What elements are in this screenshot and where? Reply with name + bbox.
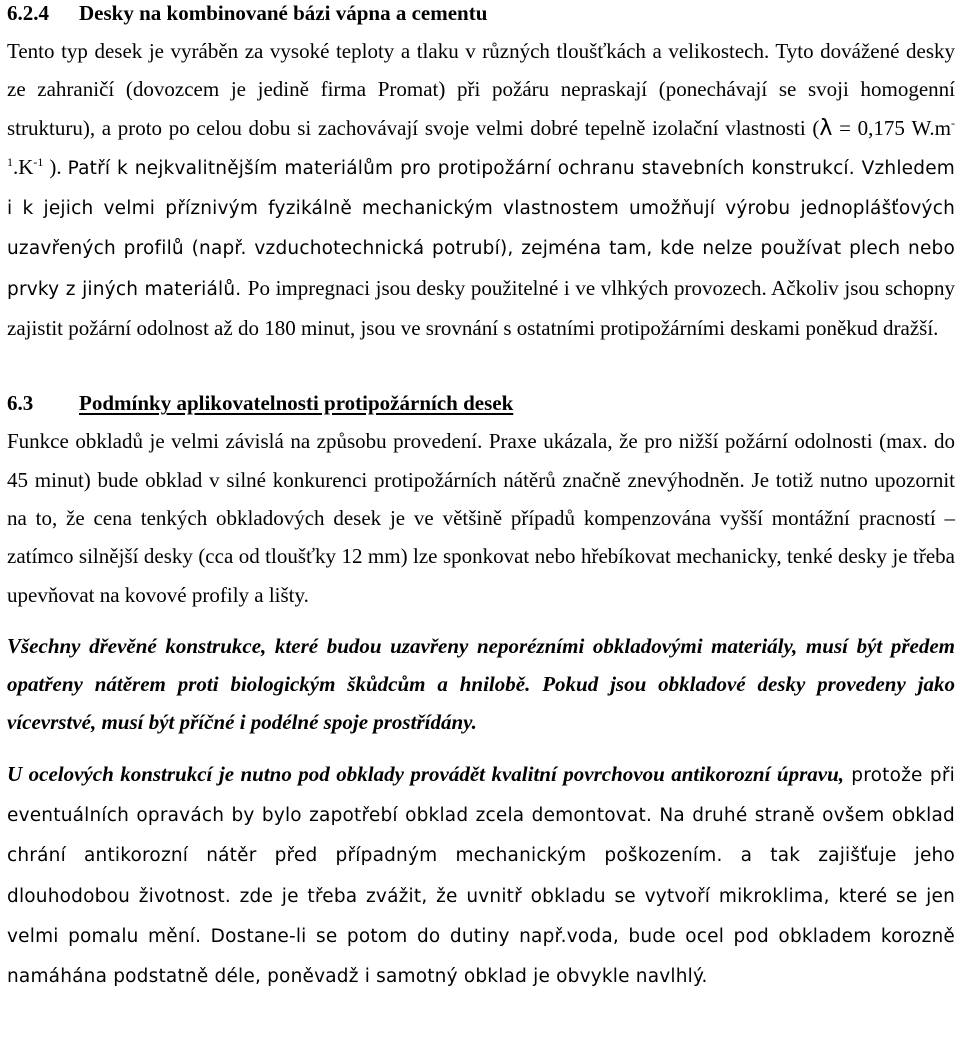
paragraph-text: Tento typ desek je vyráběn za vysoké teploty a tlaku v různých tloušťkách a velikostech. Tyto dovážené desky ze zahraničí (dovozcem je jedině firma Promat) při požáru nepraskají (ponechávají se svoji homogenní strukturu), a proto po celou dobu si zachovávají svoje velmi dobré tepelně izolační vlastnosti ( <box>7 39 955 140</box>
section-heading-6-3 <box>7 384 955 422</box>
paragraph-text: Funkce obkladů je velmi závislá na způsobu provedení. Praxe ukázala, že pro nižší požární odolnosti (max. do 45 minut) bude obklad v silné konkurenci protipožárních nátěrů značně znevýhodněn. Je totiž nutno upozornit na to, že cena tenkých obkladových desek je ve většině případů kompenzována vyšší montážní pracností – zatímco silnější desky (cca od tloušťky 12 mm) lze sponkovat nebo hřebíkovat mechanicky, tenké desky je třeba upevňovat na kovové profily a lišty. <box>7 429 955 607</box>
unit-text: .K <box>13 154 34 179</box>
unit-close: ). <box>43 154 68 179</box>
paragraph-ocelove-konstrukce <box>7 755 955 997</box>
spacer <box>7 742 955 755</box>
section-number: 6.2.4 <box>7 1 49 25</box>
paragraph-desky-promat <box>7 32 955 347</box>
exponent: -1 <box>33 154 44 169</box>
section-title: Podmínky aplikovatelnosti protipožárních desek <box>79 391 514 416</box>
lambda-symbol: λ <box>819 115 833 141</box>
paragraph-text: protože při eventuálních opravách by bylo zapotřebí obklad zcela demontovat. Na druhé straně ovšem obklad chrání antikorozní nátěr před případným mechanickým poškozením. a tak zajišťuje jeho dlouhodobou životnost. zde je třeba zvážit, že uvnitř obkladu se vytvoří mikroklima, které se jen velmi pomalu mění. Dostane-li se potom do dutiny např.voda, bude ocel pod obkladem korozně namáhána podstatně déle, poněvadž i samotný obklad je obvykle navlhlý. <box>7 764 955 988</box>
paragraph-text: Všechny dřevěné konstrukce, které budou uzavřeny neporézními obkladovými materiály, musí být předem opatřeny nátěrem proti biologickým škůdcům a hnilobě. <box>7 633 955 697</box>
section-heading-6-2-4 <box>7 0 955 32</box>
spacer <box>7 614 955 627</box>
document-page <box>7 0 955 997</box>
section-title: Desky na kombinované bázi vápna a cementu <box>79 1 488 25</box>
spacer <box>7 347 955 384</box>
paragraph-text: Pokud jsou obkladové desky provedeny jako vícevrstvé, musí být příčné i podélné spoje prostřídány. <box>7 672 955 735</box>
section-number: 6.3 Podmínky aplikovatelnosti protipožárních desek <box>7 391 514 416</box>
paragraph-text-emphasis: U ocelových konstrukcí je nutno pod obklady provádět kvalitní povrchovou antikorozní úpravu, <box>7 761 844 786</box>
lambda-value: = 0,175 W.m <box>832 115 951 140</box>
paragraph-text: Patří k nejkvalitnějším materiálům pro protipožární ochranu stavebních konstrukcí. Vzhledem i k jejich velmi příznivým fyzikálně mechanickým vlastnostem umožňují výrobu jednoplášťových uzavřených profilů (např. vzduchotechnická potrubí), zejména tam, kde nelze používat plech nebo prvky z jiných materiálů. <box>7 157 955 300</box>
exponent: -1 <box>7 115 955 169</box>
paragraph-text: Po impregnaci jsou desky použitelné i ve vlhkých provozech. Ačkoliv jsou schopny zajistit požární odolnost až do 180 minut, jsou ve srovnání s ostatními protipožárními deskami poněkud dražší. <box>7 275 955 341</box>
paragraph-funkce-obkladu <box>7 422 955 613</box>
paragraph-drevene-konstrukce <box>7 627 955 742</box>
